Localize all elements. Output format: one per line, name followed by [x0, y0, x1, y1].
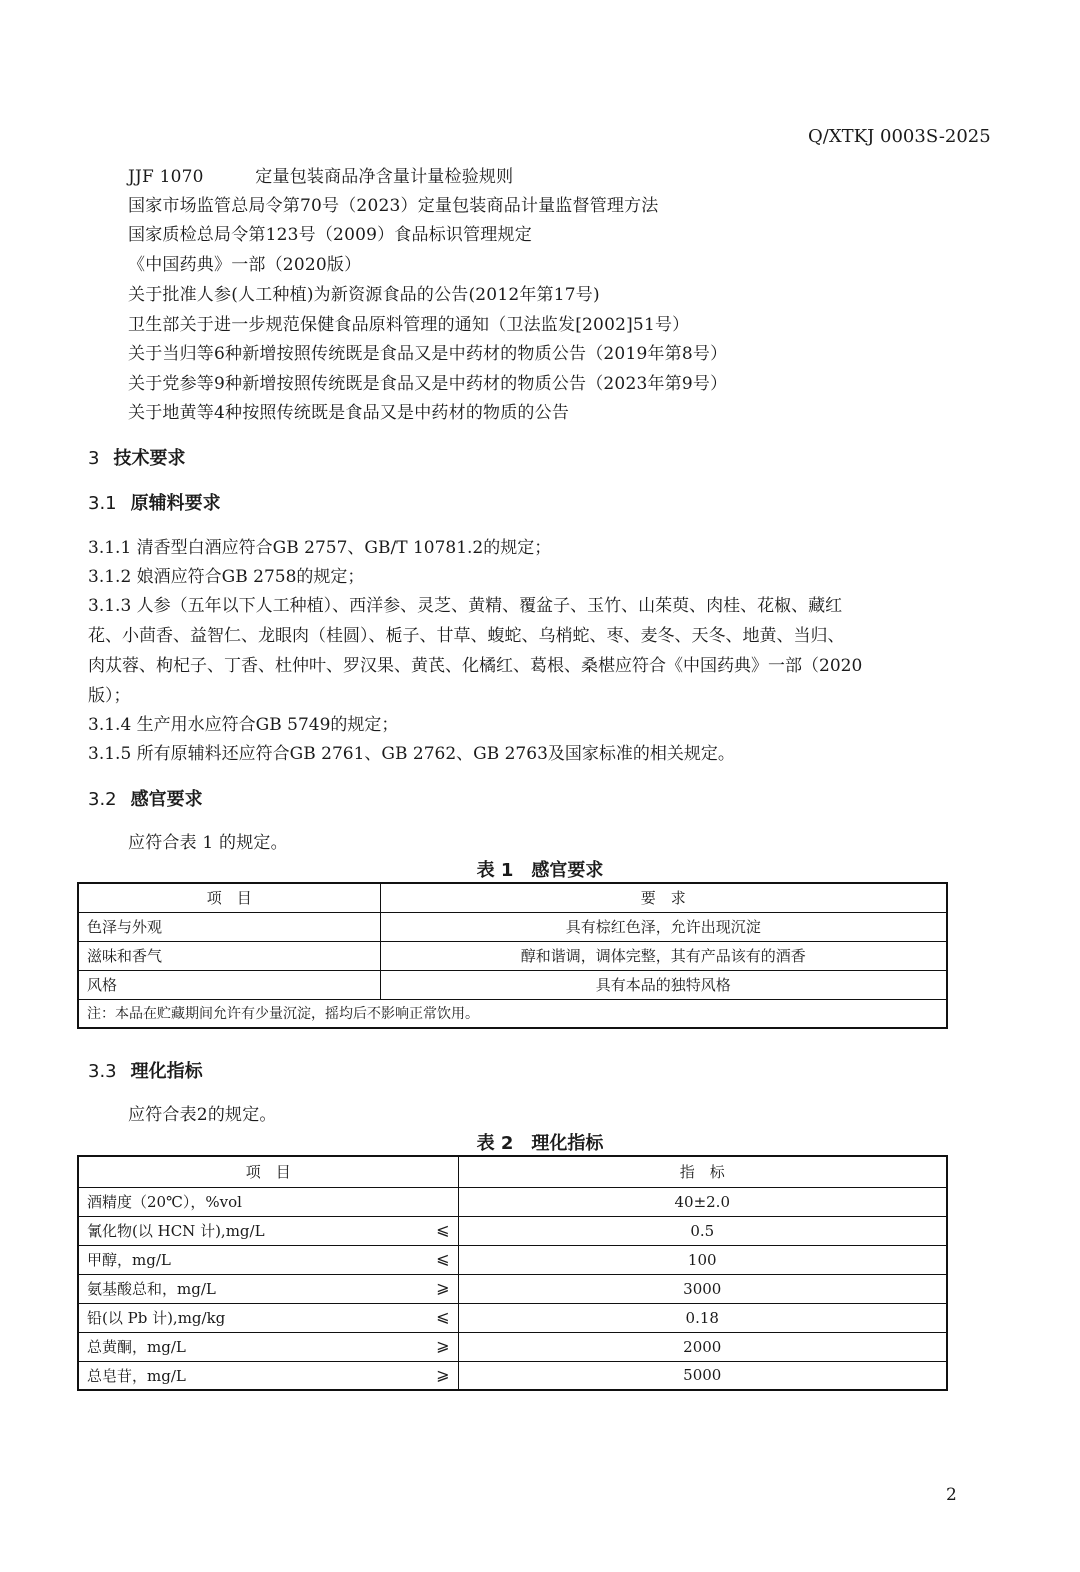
table-row: [78, 1187, 947, 1216]
table-cell-requirement: 具有棕红色泽，允许出现沉淀: [380, 912, 947, 941]
table-cell-item: 色泽与外观: [78, 912, 380, 941]
clause-3-1-3-line1: 3.1.3 人参（五年以下人工种植）、西洋参、灵芝、黄精、覆盆子、玉竹、山茱萸、肉桂、花椒、藏红: [88, 596, 843, 616]
reference-line: 关于地黄等4种按照传统既是食品又是中药材的物质的公告: [128, 403, 570, 423]
clause-3-1-4: 3.1.4 生产用水应符合GB 5749的规定；: [88, 715, 399, 735]
section-heading-3: [88, 444, 185, 470]
reference-line: 《中国药典》一部（2020版）: [128, 255, 362, 275]
comparison-symbol: ⩾: [436, 1278, 450, 1297]
section-number: 3.3: [88, 1061, 117, 1082]
table-row: [78, 1332, 947, 1361]
doc-code: Q/XTKJ 0003S-2025: [808, 126, 991, 147]
section-heading-3-3: [88, 1057, 203, 1083]
table-cell-item: [78, 1274, 458, 1303]
clause-3-1-2: 3.1.2 娘酒应符合GB 2758的规定；: [88, 567, 365, 587]
section-intro: 应符合表 1 的规定。: [128, 833, 288, 853]
comparison-symbol: ⩽: [436, 1307, 450, 1326]
comparison-symbol: ⩾: [436, 1364, 450, 1384]
table-header-row: [78, 883, 947, 912]
section-title: 技术要求: [113, 448, 186, 469]
table-cell-item: [78, 1245, 458, 1274]
clause-3-1-3-line4: 版）；: [88, 686, 131, 706]
table-cell-value: 0.5: [458, 1216, 947, 1245]
section-heading-3-1: [88, 489, 221, 515]
table-row: [78, 1216, 947, 1245]
clause-3-1-3-line2: 花、小茴香、益智仁、龙眼肉（桂圆）、栀子、甘草、蝮蛇、乌梢蛇、枣、麦冬、天冬、地黄、当归、: [88, 626, 845, 646]
table-1-sensory: [77, 882, 948, 1029]
table-cell-item: 滋味和香气: [78, 941, 380, 970]
table-header-cell: 指 标: [458, 1156, 947, 1187]
table-row: [78, 970, 947, 999]
comparison-symbol: ⩽: [436, 1220, 450, 1239]
section-title: 感官要求: [130, 789, 203, 810]
reference-line: 关于当归等6种新增按照传统既是食品又是中药材的物质公告（2019年第8号）: [128, 344, 728, 364]
table-2-physicochemical: [77, 1155, 948, 1391]
table-cell-value: 100: [458, 1245, 947, 1274]
comparison-symbol: ⩾: [436, 1336, 450, 1355]
table-cell-item: [78, 1361, 458, 1390]
reference-line: 国家质检总局令第123号（2009）食品标识管理规定: [128, 225, 532, 245]
table-row: [78, 941, 947, 970]
table-row: [78, 1361, 947, 1390]
table-header-row: [78, 1156, 947, 1187]
table-header-cell: 项 目: [78, 883, 380, 912]
clause-3-1-3-line3: 肉苁蓉、枸杞子、丁香、杜仲叶、罗汉果、黄芪、化橘红、葛根、桑椹应符合《中国药典》一部（2020: [88, 656, 863, 676]
table-header-cell: 要 求: [380, 883, 947, 912]
reference-line: 卫生部关于进一步规范保健食品原料管理的通知（卫法监发[2002]51号）: [128, 315, 690, 335]
table-cell-item: [78, 1216, 458, 1245]
table-row: [78, 1274, 947, 1303]
section-intro: 应符合表2的规定。: [128, 1105, 277, 1125]
table-cell-value: 0.18: [458, 1303, 947, 1332]
table-row: [78, 912, 947, 941]
table-note: 注：本品在贮藏期间允许有少量沉淀，摇均后不影响正常饮用。: [78, 999, 947, 1028]
table-cell-item: [78, 1303, 458, 1332]
table-note-row: [78, 999, 947, 1028]
table-cell-item: 风格: [78, 970, 380, 999]
item-label: 氨基酸总和，mg/L: [87, 1280, 216, 1298]
section-title: 原辅料要求: [130, 493, 221, 514]
reference-line: JJF 1070 定量包装商品净含量计量检验规则: [128, 167, 514, 187]
table-row: [78, 1303, 947, 1332]
table-cell-value: 40±2.0: [458, 1187, 947, 1216]
item-label: 甲醇，mg/L: [87, 1251, 171, 1269]
table-cell-requirement: 具有本品的独特风格: [380, 970, 947, 999]
table-cell-item: [78, 1187, 458, 1216]
clause-3-1-5: 3.1.5 所有原辅料还应符合GB 2761、GB 2762、GB 2763及国家标准的相关规定。: [88, 744, 735, 764]
section-number: 3.2: [88, 789, 117, 810]
item-label: 总黄酮，mg/L: [87, 1338, 186, 1356]
section-number: 3: [88, 448, 100, 469]
table-header-cell: 项 目: [78, 1156, 458, 1187]
section-title: 理化指标: [130, 1061, 203, 1082]
item-label: 氰化物(以 HCN 计),mg/L: [87, 1222, 265, 1240]
item-label: 酒精度（20℃），%vol: [87, 1193, 242, 1211]
reference-line: 关于批准人参(人工种植)为新资源食品的公告(2012年第17号): [128, 285, 600, 305]
table-cell-value: 2000: [458, 1332, 947, 1361]
reference-line: 关于党参等9种新增按照传统既是食品又是中药材的物质公告（2023年第9号）: [128, 374, 728, 394]
section-number: 3.1: [88, 493, 117, 514]
item-label: 铅(以 Pb 计),mg/kg: [87, 1309, 226, 1327]
section-heading-3-2: [88, 785, 203, 811]
table-cell-requirement: 醇和谐调，调体完整，其有产品该有的酒香: [380, 941, 947, 970]
table-row: [78, 1245, 947, 1274]
table-1-caption: 表 1 感官要求: [476, 860, 604, 881]
page-number: 2: [946, 1485, 957, 1505]
table-cell-item: [78, 1332, 458, 1361]
table-2-caption: 表 2 理化指标: [476, 1133, 604, 1154]
table-cell-value: 3000: [458, 1274, 947, 1303]
item-label: 总皂苷，mg/L: [87, 1366, 186, 1385]
clause-3-1-1: 3.1.1 清香型白酒应符合GB 2757、GB/T 10781.2的规定；: [88, 538, 552, 558]
reference-line: 国家市场监管总局令第70号（2023）定量包装商品计量监督管理方法: [128, 196, 659, 216]
table-cell-value: 5000: [458, 1361, 947, 1390]
comparison-symbol: ⩽: [436, 1249, 450, 1268]
